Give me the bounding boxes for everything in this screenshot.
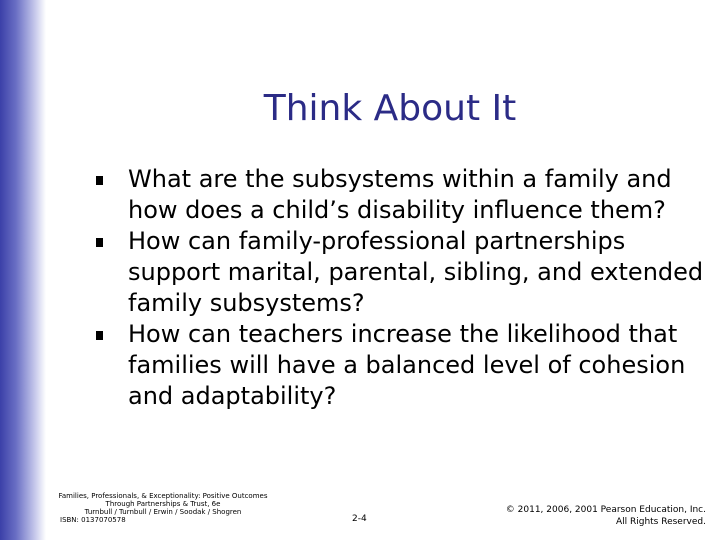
footer-book-info bbox=[48, 492, 278, 524]
bullet-item bbox=[96, 164, 706, 226]
slide-title: Think About It bbox=[263, 88, 517, 129]
bullet-text: What are the subsystems within a family and how does a child’s disability influence them? bbox=[128, 165, 672, 224]
side-gradient-bar bbox=[0, 0, 46, 540]
footer-page-number: 2-4 bbox=[352, 514, 367, 524]
footer-isbn: ISBN: 0137070578 bbox=[60, 516, 126, 524]
footer-book-title-line2: Through Partnerships & Trust, 6e bbox=[105, 500, 221, 508]
square-bullet-icon bbox=[96, 331, 103, 340]
square-bullet-icon bbox=[96, 238, 103, 247]
footer-copyright bbox=[476, 504, 706, 528]
bullet-list bbox=[96, 164, 706, 412]
bullet-text: How can teachers increase the likelihood that families will have a balanced level of cohesion and adaptability? bbox=[128, 320, 686, 410]
footer-copyright-line2: All Rights Reserved. bbox=[615, 517, 706, 527]
bullet-item bbox=[96, 319, 706, 412]
bullet-text: How can family-professional partnerships support marital, parental, sibling, and extended family subsystems? bbox=[128, 227, 704, 317]
square-bullet-icon bbox=[96, 176, 103, 185]
footer-authors: Turnbull / Turnbull / Erwin / Soodak / Shogren bbox=[84, 508, 242, 516]
footer-book-title-line1: Families, Professionals, & Exceptionality: Positive Outcomes bbox=[58, 492, 268, 500]
bullet-item bbox=[96, 226, 706, 319]
footer-copyright-line1: © 2011, 2006, 2001 Pearson Education, Inc. bbox=[505, 505, 706, 515]
